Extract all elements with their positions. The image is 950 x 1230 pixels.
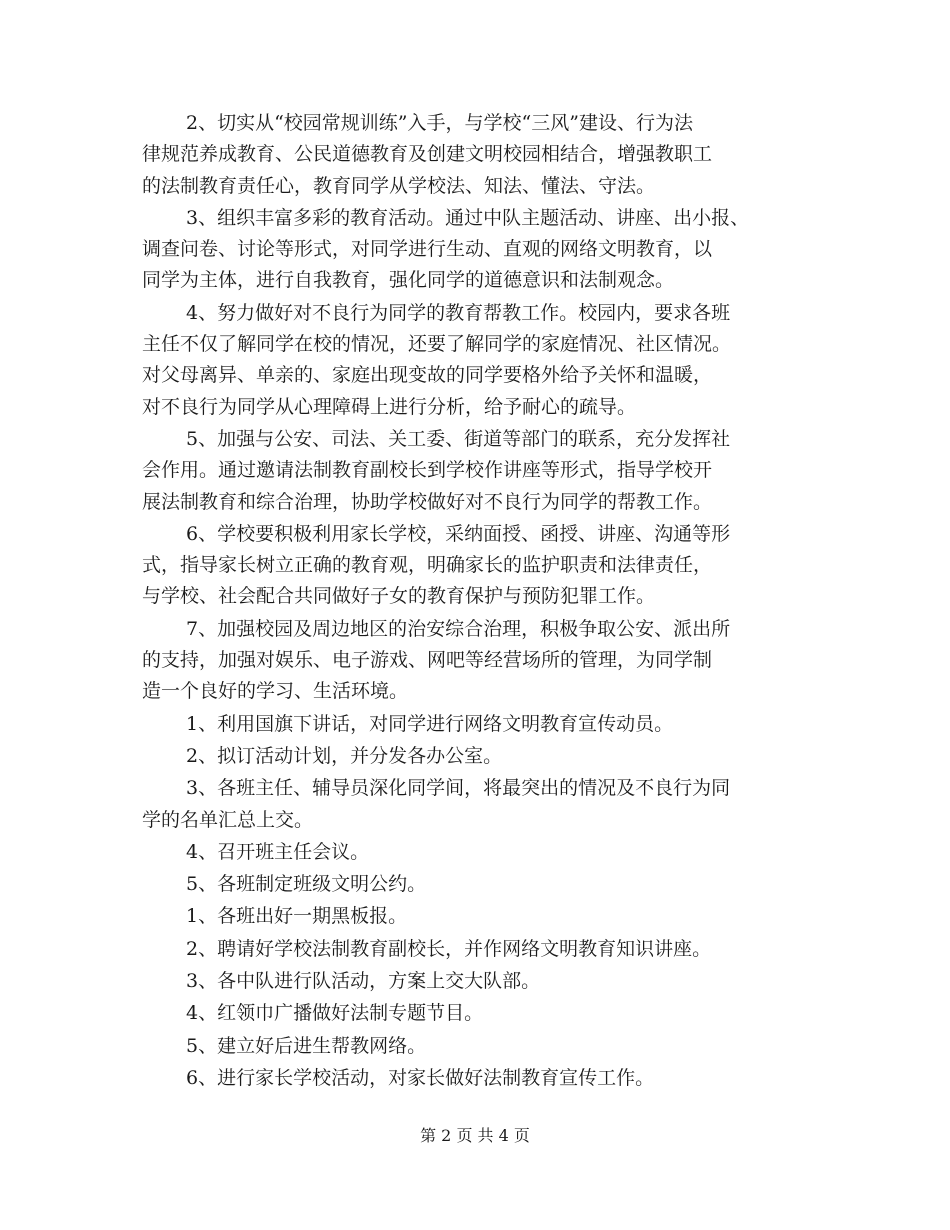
text-line: 3、各班主任、辅导员深化同学间，将最突出的情况及不良行为同	[186, 777, 731, 800]
text-line: 4、召开班主任会议。	[186, 840, 370, 863]
text-line: 会作用。通过邀请法制教育副校长到学校作讲座等形式，指导学校开	[142, 459, 713, 482]
paragraph	[142, 298, 832, 423]
paragraph	[142, 869, 832, 900]
text-line: 式，指导家长树立正确的教育观，明确家长的监护职责和法律责任，	[142, 554, 713, 577]
text-line: 的法制教育责任心，教育同学从学校法、知法、懂法、守法。	[142, 174, 656, 197]
text-line: 的支持，加强对娱乐、电子游戏、网吧等经营场所的管理，为同学制	[142, 649, 713, 672]
paragraph	[142, 519, 832, 613]
text-line: 展法制教育和综合治理，协助学校做好对不良行为同学的帮教工作。	[142, 490, 713, 513]
paragraph	[142, 934, 832, 965]
text-line: 学的名单汇总上交。	[142, 808, 314, 831]
paragraph	[142, 741, 832, 772]
paragraph	[142, 966, 832, 997]
text-line: 6、学校要积极利用家长学校，采纳面授、函授、讲座、沟通等形	[186, 522, 731, 545]
text-line: 4、努力做好对不良行为同学的教育帮教工作。校园内，要求各班	[186, 301, 731, 324]
paragraph	[142, 998, 832, 1029]
text-line: 同学为主体，进行自我教育，强化同学的道德意识和法制观念。	[142, 269, 675, 292]
paragraph	[142, 901, 832, 932]
text-line: 7、加强校园及周边地区的治安综合治理，积极争取公安、派出所	[186, 617, 731, 640]
paragraph	[142, 709, 832, 740]
paragraph	[142, 1031, 832, 1062]
text-line: 调查问卷、讨论等形式，对同学进行生动、直观的网络文明教育，以	[142, 238, 713, 261]
text-line: 律规范养成教育、公民道德教育及创建文明校园相结合，增强教职工	[142, 143, 713, 166]
text-line: 1、各班出好一期黑板报。	[186, 905, 408, 928]
text-line: 5、各班制定班级文明公约。	[186, 873, 427, 896]
text-line: 3、组织丰富多彩的教育活动。通过中队主题活动、讲座、出小报、	[186, 206, 750, 229]
page-number-footer: 第 2 页 共 4 页	[420, 1126, 530, 1145]
paragraph	[142, 1063, 832, 1094]
text-line: 3、各中队进行队活动，方案上交大队部。	[186, 970, 541, 993]
paragraph	[142, 614, 832, 708]
paragraph	[142, 773, 832, 836]
text-line: 4、红领巾广播做好法制专题节目。	[186, 1002, 484, 1025]
text-line: 6、进行家长学校活动，对家长做好法制教育宣传工作。	[186, 1066, 655, 1089]
text-line: 与学校、社会配合共同做好子女的教育保护与预防犯罪工作。	[142, 585, 656, 608]
text-line: 2、拟订活动计划，并分发各办公室。	[186, 744, 503, 767]
text-line: 5、加强与公安、司法、关工委、街道等部门的联系，充分发挥社	[186, 427, 731, 450]
text-line: 对不良行为同学从心理障碍上进行分析，给予耐心的疏导。	[142, 395, 637, 418]
text-line: 5、建立好后进生帮教网络。	[186, 1034, 427, 1057]
text-line: 1、利用国旗下讲话，对同学进行网络文明教育宣传动员。	[186, 712, 674, 735]
paragraph	[142, 203, 832, 297]
text-line: 主任不仅了解同学在校的情况，还要了解同学的家庭情况、社区情况。	[142, 333, 732, 356]
paragraph	[142, 424, 832, 518]
text-line: 2、切实从“校园常规训练”入手，与学校“三风”建设、行为法	[186, 112, 693, 134]
text-line: 造一个良好的学习、生活环境。	[142, 680, 409, 703]
text-line: 对父母离异、单亲的、家庭出现变故的同学要格外给予关怀和温暖，	[142, 364, 713, 387]
text-line: 2、聘请好学校法制教育副校长，并作网络文明教育知识讲座。	[186, 937, 712, 960]
paragraph	[142, 837, 832, 868]
document-body	[142, 108, 832, 1095]
paragraph	[142, 108, 832, 202]
